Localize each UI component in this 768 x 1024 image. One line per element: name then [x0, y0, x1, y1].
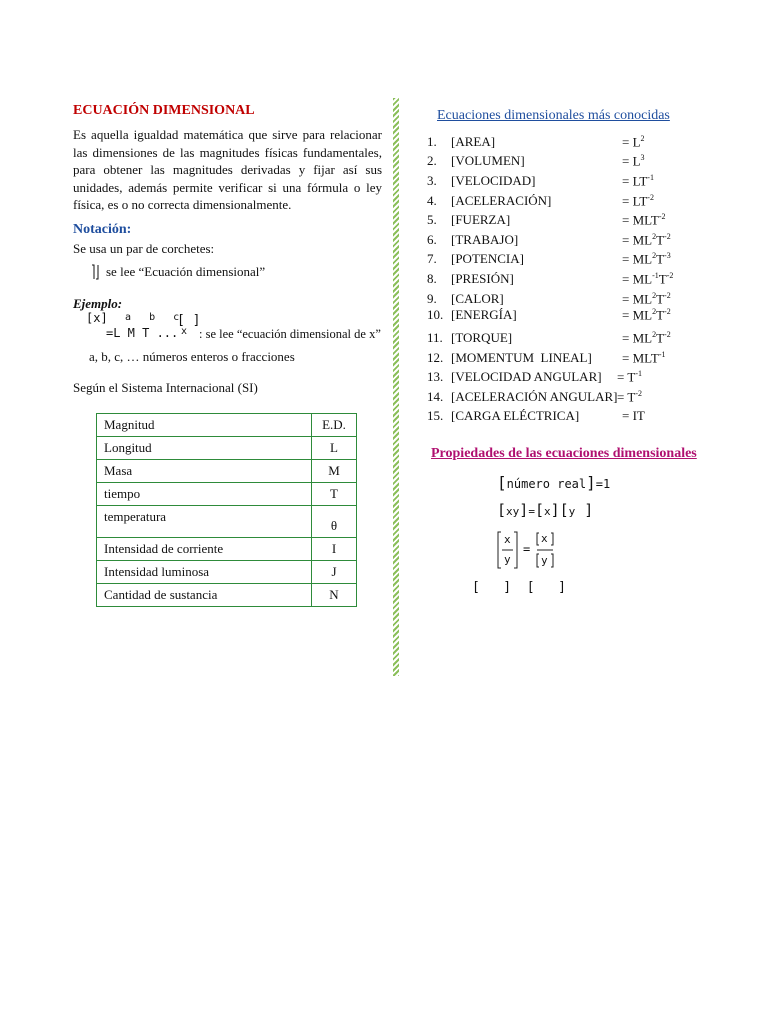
- equation-name: [POTENCIA]: [451, 251, 524, 266]
- notation-heading: Notación:: [73, 222, 132, 237]
- equation-value: [622, 271, 673, 287]
- dimension-base: MLT: [632, 212, 659, 228]
- equation-number: 14.: [427, 389, 444, 404]
- equation-equals: =: [622, 408, 630, 423]
- equation-value: [622, 153, 645, 169]
- dimension-exponent: 2: [652, 307, 657, 316]
- dimension-exponent: -2: [664, 232, 671, 241]
- equation-equals: =: [622, 193, 630, 209]
- table-cell: L: [312, 437, 357, 460]
- table-cell: temperatura: [97, 506, 312, 538]
- property-1-rhs: =1: [595, 477, 611, 491]
- equation-number: 2.: [427, 153, 437, 168]
- equation-equals: =: [622, 350, 630, 366]
- equation-name: [CARGA ELÉCTRICA]: [451, 408, 580, 423]
- equation-equals: =: [622, 173, 630, 189]
- table-cell: I: [312, 538, 357, 561]
- dimension-base: L: [632, 134, 641, 150]
- equation-number: 9.: [427, 291, 437, 306]
- dimension-base: ML: [632, 307, 653, 323]
- equation-value: [622, 408, 645, 424]
- equation-number: 4.: [427, 193, 437, 208]
- table-cell: T: [312, 483, 357, 506]
- notation-read: se lee “Ecuación dimensional”: [106, 264, 266, 279]
- table-row: [97, 460, 357, 483]
- equation-value: [617, 389, 642, 405]
- dimension-exponent: -1: [647, 173, 654, 182]
- example-formula: =L M T ...: [106, 326, 179, 340]
- notation-text: Se usa un par de corchetes:: [73, 241, 215, 256]
- dimension-base: T: [656, 330, 665, 346]
- equation-name: [PRESIÓN]: [451, 271, 514, 286]
- equation-equals: =: [617, 369, 625, 385]
- equation-name: [MOMENTUM LINEAL]: [451, 350, 592, 365]
- dimension-exponent: 2: [640, 134, 645, 143]
- property-4: [ ] [ ]: [472, 580, 566, 595]
- equation-value: [622, 350, 666, 366]
- equation-equals: =: [617, 389, 625, 405]
- dimension-exponent: -2: [647, 193, 654, 202]
- header-ed: E.D.: [312, 414, 357, 437]
- dimension-base: ML: [632, 232, 653, 248]
- properties-title: Propiedades de las ecuaciones dimensionales: [431, 446, 697, 461]
- dimension-base: ML: [632, 251, 653, 267]
- table-cell: Intensidad de corriente: [97, 538, 312, 561]
- equation-equals: =: [622, 271, 630, 287]
- dimension-base: L: [632, 153, 641, 169]
- dimension-base: T: [656, 307, 665, 323]
- equation-name: [TRABAJO]: [451, 232, 519, 247]
- table-row: [97, 538, 357, 561]
- dimension-base: ML: [632, 291, 653, 307]
- dimension-base: T: [656, 232, 665, 248]
- table-cell: J: [312, 561, 357, 584]
- section-title: ECUACIÓN DIMENSIONAL: [73, 103, 255, 118]
- equation-number: 3.: [427, 173, 437, 188]
- property-1-inner: número real: [506, 477, 587, 491]
- column-divider: [393, 98, 399, 676]
- header-magnitud: Magnitud: [97, 414, 312, 437]
- dimension-exponent: -1: [652, 271, 659, 280]
- dimension-base: T: [656, 251, 665, 267]
- equation-name: [ACELERACIÓN ANGULAR]: [451, 389, 618, 404]
- equation-equals: =: [622, 251, 630, 267]
- example-read: : se lee “ecuación dimensional de x”: [199, 327, 381, 341]
- equation-value: [622, 134, 645, 150]
- equation-number: 11.: [427, 330, 443, 345]
- table-cell: tiempo: [97, 483, 312, 506]
- intro-text: Es aquella igualdad matemática que sirve para relacionar las dimensiones de las magnitudes físicas fundamentales, para obtener las magnitudes derivadas y fijar así sus unidades, además permite verificar si una fórmula o ley física, es o no correcta dimensionalmente.: [73, 127, 382, 212]
- equation-equals: =: [622, 153, 630, 169]
- property-2-y: y: [568, 505, 576, 518]
- equation-name: [VELOCIDAD]: [451, 173, 536, 188]
- equation-number: 6.: [427, 232, 437, 247]
- table-cell: N: [312, 584, 357, 607]
- dimension-exponent: -2: [666, 271, 674, 280]
- property-3-y: y: [504, 553, 511, 566]
- dimension-exponent: -1: [658, 350, 666, 359]
- dimension-base: LT: [632, 193, 648, 209]
- dimension-exponent: 2: [652, 232, 657, 241]
- example-x2: x: [181, 326, 188, 337]
- dimension-base: T: [658, 271, 667, 287]
- dimension-exponent: -2: [635, 389, 642, 398]
- equation-value: [622, 291, 671, 307]
- equation-value: [622, 251, 671, 267]
- known-equations-title: Ecuaciones dimensionales más conocidas: [437, 108, 670, 123]
- equation-number: 7.: [427, 251, 437, 266]
- dimension-exponent: 3: [640, 153, 645, 162]
- table-row: [97, 506, 357, 538]
- dimension-exponent: -2: [658, 212, 666, 221]
- equation-number: 15.: [427, 408, 444, 423]
- si-table: [96, 413, 357, 607]
- dimension-exponent: -3: [664, 251, 671, 260]
- equation-equals: =: [622, 307, 630, 323]
- dimension-base: T: [656, 291, 665, 307]
- example-exponents: a b c: [125, 312, 180, 323]
- equation-name: [CALOR]: [451, 291, 504, 306]
- dimension-base: IT: [632, 408, 645, 423]
- equation-value: [617, 369, 642, 385]
- property-2-lhs: xy: [506, 505, 520, 518]
- equation-equals: =: [622, 134, 630, 150]
- equation-equals: =: [622, 330, 630, 346]
- property-2-eq: =: [528, 505, 535, 518]
- equation-name: [ACELERACIÓN]: [451, 193, 552, 208]
- equation-name: [AREA]: [451, 134, 496, 149]
- table-row: [97, 561, 357, 584]
- equation-value: [622, 307, 671, 323]
- example-x: x: [93, 311, 101, 325]
- dimension-base: LT: [632, 173, 648, 189]
- equation-value: [622, 173, 654, 189]
- property-3-x: x: [504, 533, 511, 546]
- equation-name: [TORQUE]: [451, 330, 513, 345]
- equation-number: 8.: [427, 271, 437, 286]
- equation-name: [VELOCIDAD ANGULAR]: [451, 369, 602, 384]
- table-header-row: [97, 414, 357, 437]
- numbers-note: a, b, c, … números enteros o fracciones: [89, 349, 295, 364]
- equation-number: 13.: [427, 369, 444, 384]
- property-3-eq: =: [523, 542, 531, 556]
- intro-paragraph: [73, 126, 382, 214]
- equation-number: 1.: [427, 134, 437, 149]
- equation-value: [622, 193, 654, 209]
- equation-value: [622, 232, 671, 248]
- dimension-base: MLT: [632, 350, 659, 366]
- property-3-ry: y: [541, 554, 548, 567]
- equation-number: 12.: [427, 350, 444, 365]
- property-2: [xy]=[x][y ]: [497, 501, 594, 519]
- table-cell: M: [312, 460, 357, 483]
- dimension-exponent: -1: [635, 369, 642, 378]
- table-cell: Intensidad luminosa: [97, 561, 312, 584]
- equation-value: [622, 212, 666, 228]
- equation-number: 5.: [427, 212, 437, 227]
- equation-name: [FUERZA]: [451, 212, 511, 227]
- table-row: [97, 584, 357, 607]
- equation-number: 10.: [427, 307, 444, 322]
- si-text: Según el Sistema Internacional (SI): [73, 380, 258, 395]
- equation-value: [622, 330, 671, 346]
- table-cell: Cantidad de sustancia: [97, 584, 312, 607]
- dimension-exponent: 2: [652, 330, 657, 339]
- equation-name: [VOLUMEN]: [451, 153, 525, 168]
- example-empty-bracket: [ ]: [177, 313, 201, 328]
- property-1: [número real]=1: [497, 473, 611, 492]
- dimension-exponent: -2: [664, 291, 671, 300]
- dimension-exponent: 2: [652, 251, 657, 260]
- equation-name: [ENERGÍA]: [451, 307, 517, 322]
- dimension-exponent: 2: [652, 291, 657, 300]
- bracket-symbol: [91, 264, 99, 280]
- dimension-base: T: [627, 369, 636, 385]
- si-table-wrap: [96, 413, 357, 607]
- table-cell: Masa: [97, 460, 312, 483]
- table-row: [97, 483, 357, 506]
- table-row: [97, 437, 357, 460]
- dimension-exponent: -2: [664, 330, 671, 339]
- dimension-base: ML: [632, 271, 653, 287]
- dimension-base: ML: [632, 330, 653, 346]
- equation-equals: =: [622, 232, 630, 248]
- equation-equals: =: [622, 291, 630, 307]
- dimension-base: T: [627, 389, 636, 405]
- example-bracket-x: [x]: [86, 311, 108, 325]
- property-2-x: x: [543, 505, 551, 518]
- property-3-rx: x: [541, 532, 548, 545]
- example-heading: Ejemplo:: [73, 296, 123, 311]
- equation-equals: =: [622, 212, 630, 228]
- table-cell: Longitud: [97, 437, 312, 460]
- dimension-exponent: -2: [664, 307, 671, 316]
- property-3: [497, 530, 567, 570]
- table-cell: θ: [312, 506, 357, 538]
